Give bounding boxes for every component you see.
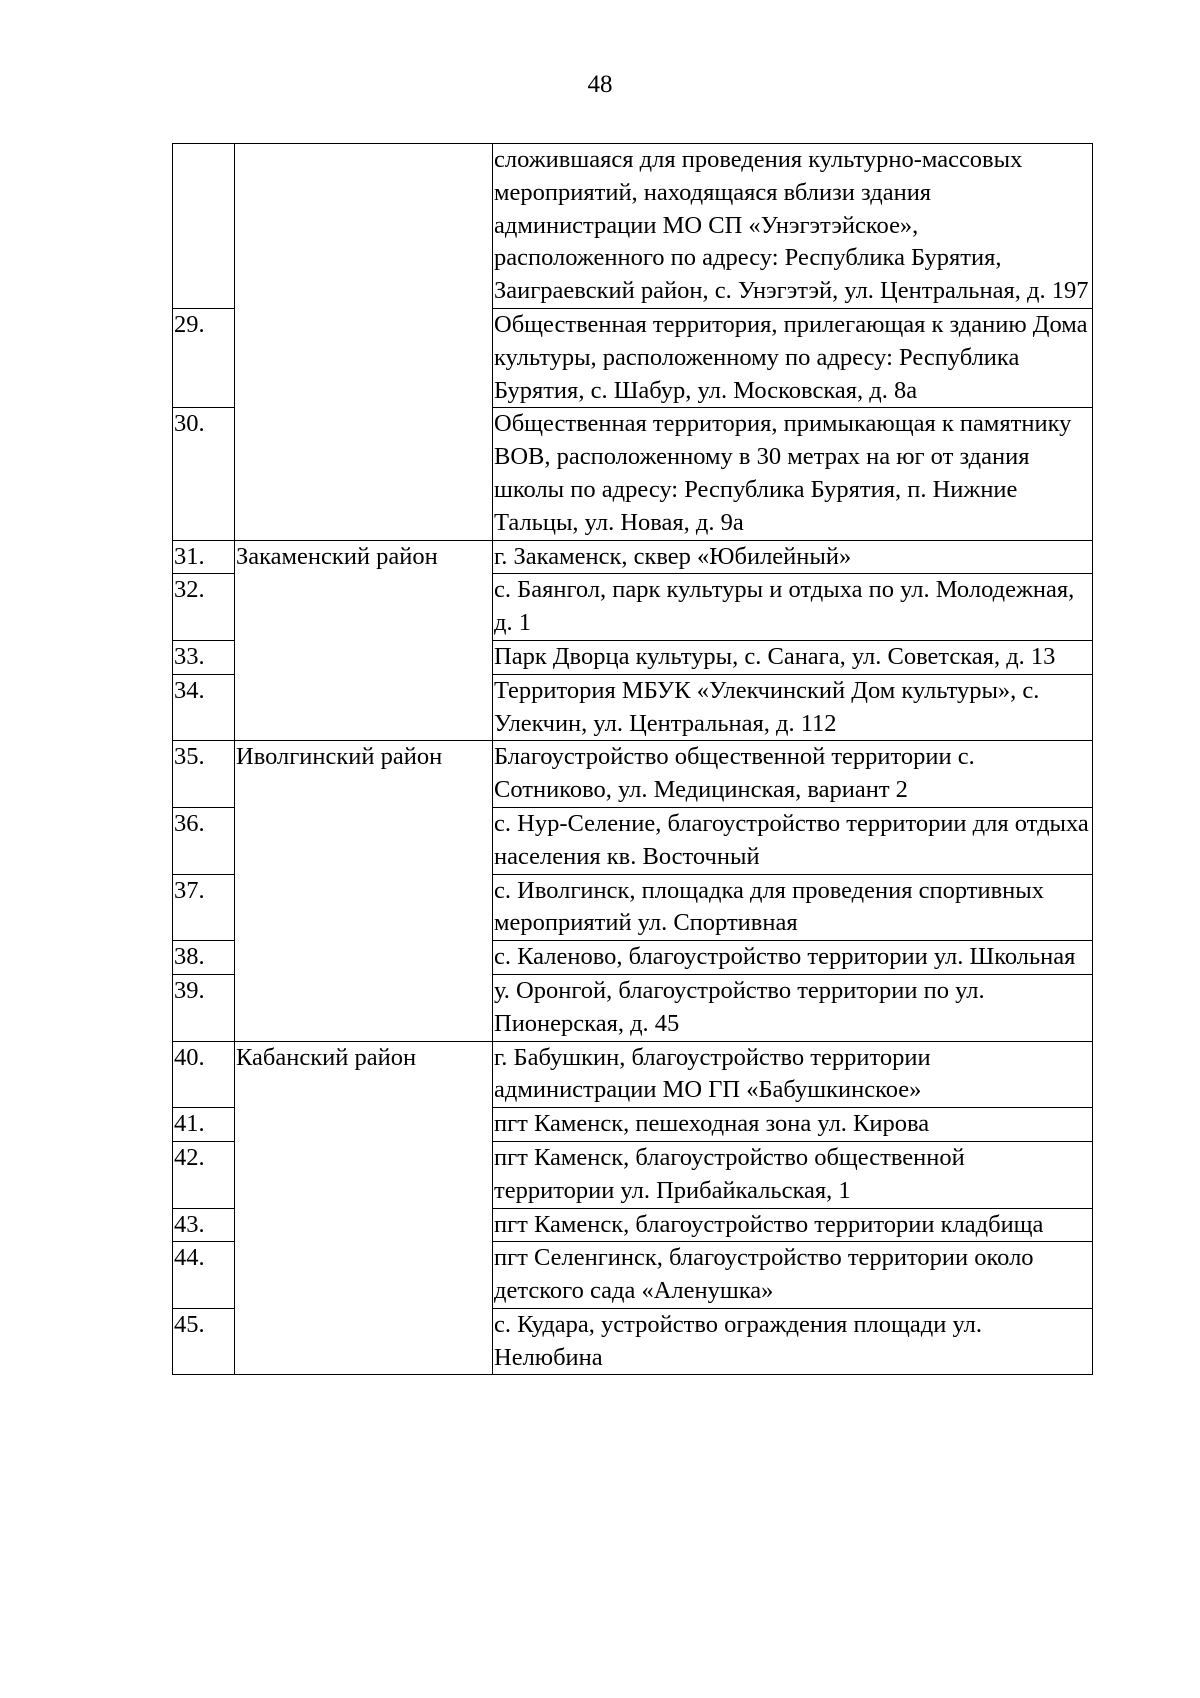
territory-description: с. Баянгол, парк культуры и отдыха по ул. Молодежная, д. 1	[493, 574, 1093, 641]
row-number: 40.	[173, 1041, 235, 1108]
territory-description: с. Иволгинск, площадка для проведения спортивных мероприятий ул. Спортивная	[493, 874, 1093, 941]
table-row	[173, 144, 1093, 309]
territory-description: с. Каленово, благоустройство территории ул. Школьная	[493, 941, 1093, 975]
row-number: 39.	[173, 974, 235, 1041]
row-number: 43.	[173, 1208, 235, 1242]
row-number: 37.	[173, 874, 235, 941]
table-row	[173, 1041, 1093, 1108]
territory-description: пгт Каменск, благоустройство общественной территории ул. Прибайкальская, 1	[493, 1141, 1093, 1208]
territory-description: Благоустройство общественной территории с. Сотниково, ул. Медицинская, вариант 2	[493, 741, 1093, 808]
row-number: 42.	[173, 1141, 235, 1208]
row-number: 31.	[173, 540, 235, 574]
table-row	[173, 741, 1093, 808]
page-number: 48	[587, 71, 613, 98]
territory-table	[172, 143, 1093, 1375]
territory-description: с. Кудара, устройство ограждения площади ул. Нелюбина	[493, 1308, 1093, 1375]
territory-description: Общественная территория, примыкающая к памятнику ВОВ, расположенному в 30 метрах на юг от здания школы по адресу: Республика Бурятия, п. Нижние Тальцы, ул. Новая, д. 9а	[493, 408, 1093, 540]
district-cell: Кабанский район	[235, 1041, 493, 1375]
row-number: 33.	[173, 640, 235, 674]
territory-description: г. Бабушкин, благоустройство территории администрации МО ГП «Бабушкинское»	[493, 1041, 1093, 1108]
territory-description: г. Закаменск, сквер «Юбилейный»	[493, 540, 1093, 574]
table-row	[173, 540, 1093, 574]
row-number: 29.	[173, 308, 235, 407]
territory-description: Парк Дворца культуры, с. Санага, ул. Советская, д. 13	[493, 640, 1093, 674]
row-number: 36.	[173, 807, 235, 874]
territory-description: у. Оронгой, благоустройство территории по ул. Пионерская, д. 45	[493, 974, 1093, 1041]
territory-description: пгт Селенгинск, благоустройство территории около детского сада «Аленушка»	[493, 1242, 1093, 1309]
district-cell: Иволгинский район	[235, 741, 493, 1041]
territory-description: сложившаяся для проведения культурно-массовых мероприятий, находящаяся вблизи здания администрации МО СП «Унэгэтэйское», расположенного по адресу: Республика Бурятия, Заиграевский район, с. Унэгэтэй, ул. Центральная, д. 197	[493, 144, 1093, 309]
territory-description: Территория МБУК «Улекчинский Дом культуры», с. Улекчин, ул. Центральная, д. 112	[493, 674, 1093, 741]
district-cell	[235, 144, 493, 541]
row-number: 35.	[173, 741, 235, 808]
territory-description: пгт Каменск, благоустройство территории кладбища	[493, 1208, 1093, 1242]
row-number: 45.	[173, 1308, 235, 1375]
territory-description: Общественная территория, прилегающая к зданию Дома культуры, расположенному по адресу: Республика Бурятия, с. Шабур, ул. Московская, д. 8а	[493, 308, 1093, 407]
row-number: 34.	[173, 674, 235, 741]
territory-description: пгт Каменск, пешеходная зона ул. Кирова	[493, 1108, 1093, 1142]
district-cell: Закаменский район	[235, 540, 493, 741]
row-number	[173, 144, 235, 309]
territory-description: с. Нур-Селение, благоустройство территории для отдыха населения кв. Восточный	[493, 807, 1093, 874]
row-number: 44.	[173, 1242, 235, 1309]
row-number: 32.	[173, 574, 235, 641]
row-number: 41.	[173, 1108, 235, 1142]
row-number: 30.	[173, 408, 235, 540]
row-number: 38.	[173, 941, 235, 975]
